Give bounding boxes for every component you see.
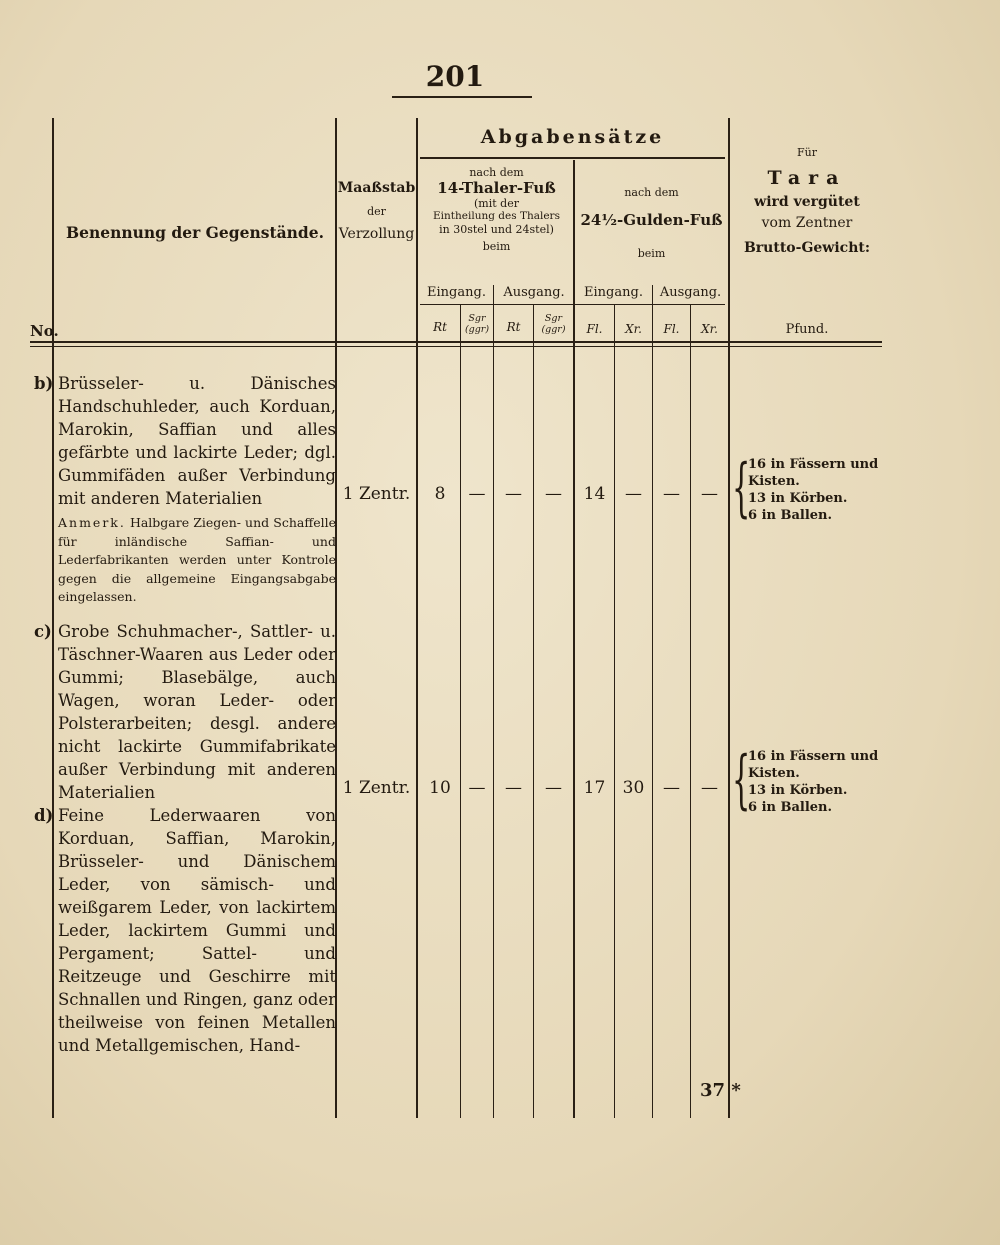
row-b-tara-3: 6 in Ballen. — [748, 508, 833, 523]
row-c-gulden-in-fl: 17 — [583, 778, 606, 798]
header-benennung: Benennung der Gegenstände. — [65, 223, 325, 242]
row-b-description — [34, 372, 336, 510]
rule-col-5 — [728, 118, 730, 1118]
row-c-description — [34, 620, 336, 804]
row-c-gulden-out-fl: — — [663, 778, 680, 798]
rule-thaler-in-sub — [460, 305, 461, 1118]
row-c-label: c) — [34, 622, 52, 641]
header-thaler-ausgang: Ausgang. — [503, 285, 565, 300]
row-c-gulden-out-xr: — — [701, 778, 718, 798]
tara-line-1: Für — [797, 146, 817, 159]
row-c-text: Grobe Schuhmacher-, Sattler- u. Täschner-Waaren aus Leder oder Gummi; Blasebälge, auch Wagen, woran Leder- oder Polsterarbeiten; desgl. andere nicht lackirte Gummifabrikate außer Verbindung mit anderen Materialien — [58, 622, 336, 802]
rule-gulden-out-sub — [690, 305, 691, 1118]
row-c-thaler-in-sgr: — — [468, 778, 486, 798]
unit-gulden-out-xr: Xr. — [701, 322, 718, 336]
thaler-line-1: nach dem — [469, 166, 524, 179]
header-gulden — [575, 186, 728, 260]
header-gulden-eingang: Eingang. — [584, 285, 643, 300]
rule-thaler-out-sub — [533, 305, 534, 1118]
unit-gulden-in-xr: Xr. — [625, 322, 642, 336]
thaler-line-3: (mit der — [474, 197, 519, 211]
unit-gulden-out-fl: Fl. — [663, 322, 680, 336]
thaler-line-5: in 30stel und 24stel) — [439, 222, 554, 236]
row-c-tara-3: 6 in Ballen. — [748, 800, 833, 815]
header-thaler — [420, 166, 573, 253]
row-d-label: d) — [34, 806, 54, 825]
note-anmerkung — [58, 514, 336, 607]
page-number: 201 — [425, 60, 485, 93]
rule-col-1 — [52, 118, 54, 1118]
rule-abgaben — [420, 157, 725, 159]
rule-thaler-split — [493, 285, 494, 1118]
rule-header-bottom — [30, 341, 882, 343]
row-b-tara-brace: { — [732, 451, 751, 525]
row-c-thaler-in-rt: 10 — [429, 778, 451, 798]
row-c-tara — [748, 748, 888, 816]
row-b-tara-2: 13 in Körben. — [748, 491, 848, 506]
row-b-label: b) — [34, 374, 54, 393]
row-c-thaler-out-rt: — — [505, 778, 522, 798]
rule-sub-eingang — [420, 304, 725, 305]
row-b-text: Brüsseler- u. Dänisches Handschuhleder, auch Korduan, Marokin, Saffian und alles gefärbte und lackirte Leder; dgl. Gummifäden außer Verbindung mit anderen Materialien — [58, 374, 336, 508]
header-no: No. — [30, 322, 59, 340]
header-thaler-eingang: Eingang. — [427, 285, 486, 300]
row-c-tara-1: 16 in Fässern und Kisten. — [748, 749, 879, 781]
header-maassstab-line2: der — [367, 204, 386, 218]
thaler-line-4: Eintheilung des Thalers — [433, 210, 560, 223]
row-b-thaler-in-rt: 8 — [434, 484, 446, 504]
thaler-line-6: beim — [482, 240, 511, 254]
header-abgabensaetze: Abgabensätze — [480, 126, 665, 148]
row-c-tara-brace: { — [732, 743, 751, 817]
row-c-unit: 1 Zentr. — [342, 778, 411, 798]
tara-line-4: vom Zentner — [761, 214, 853, 231]
header-maassstab-line3: Verzollung — [338, 225, 415, 242]
row-c-gulden-in-xr: 30 — [622, 778, 645, 798]
gulden-line-1: nach dem — [624, 186, 679, 199]
header-maassstab-line1: Maaßstab — [337, 180, 416, 196]
note-keyword: Anmerk. — [58, 515, 126, 530]
row-b-gulden-in-fl: 14 — [583, 484, 606, 504]
row-b-unit: 1 Zentr. — [342, 484, 411, 504]
row-c-thaler-out-sgr: — — [545, 778, 562, 798]
header-tara — [732, 146, 882, 256]
row-b-gulden-out-xr: — — [701, 484, 718, 504]
unit-thaler-out-rt: Rt — [506, 320, 521, 334]
unit-thaler-out-sgr: Sgr (ggr) — [541, 313, 566, 335]
unit-thaler-in-rt: Rt — [433, 320, 447, 334]
row-d-description — [34, 804, 336, 1057]
header-gulden-ausgang: Ausgang. — [659, 285, 722, 300]
unit-thaler-in-sgr: Sgr (ggr) — [464, 313, 490, 335]
rule-col-3 — [416, 118, 418, 1118]
thaler-line-2: 14-Thaler-Fuß — [437, 179, 556, 198]
gulden-line-2: 24½-Gulden-Fuß — [580, 211, 723, 230]
page-number-rule — [392, 96, 532, 98]
rule-gulden-in-sub — [614, 305, 615, 1118]
gulden-line-3: beim — [637, 247, 666, 261]
row-b-thaler-out-rt: — — [505, 484, 522, 504]
row-b-tara — [748, 456, 888, 524]
unit-gulden-in-fl: Fl. — [586, 322, 603, 336]
row-b-thaler-in-sgr: — — [468, 484, 486, 504]
row-d-text: Feine Lederwaaren von Korduan, Saffian, Marokin, Brüsseler- und Dänischem Leder, von sämisch- und weißgarem Leder, von lackirtem Leder, lackirtem Gummi und Pergament; Sattel- und Reitzeuge und Geschirre mit Schnallen und Ringen, ganz oder theilweise von feinen Metallen und Metallgemischen, Hand- — [58, 806, 336, 1055]
row-b-thaler-out-sgr: — — [545, 484, 562, 504]
rule-gulden-split — [652, 285, 653, 1118]
header-maassstab — [337, 180, 416, 243]
tara-line-3: wird vergütet — [754, 193, 860, 210]
rule-header-bottom-thin — [30, 346, 882, 347]
tara-line-2: Tara — [767, 167, 847, 190]
row-b-gulden-out-fl: — — [663, 484, 680, 504]
footer-mark: 37 * — [700, 1080, 741, 1101]
row-b-gulden-in-xr: — — [625, 484, 642, 504]
note-text: Halbgare Ziegen- und Schaffelle für inländische Saffian- und Lederfabrikanten werden unter Kontrole gegen die allgemeine Eingangsabgabe eingelassen. — [58, 515, 336, 604]
row-c-tara-2: 13 in Körben. — [748, 783, 848, 798]
header-tara-unit: Pfund. — [785, 322, 829, 337]
tara-line-5: Brutto-Gewicht: — [743, 239, 871, 256]
row-b-tara-1: 16 in Fässern und Kisten. — [748, 457, 879, 489]
